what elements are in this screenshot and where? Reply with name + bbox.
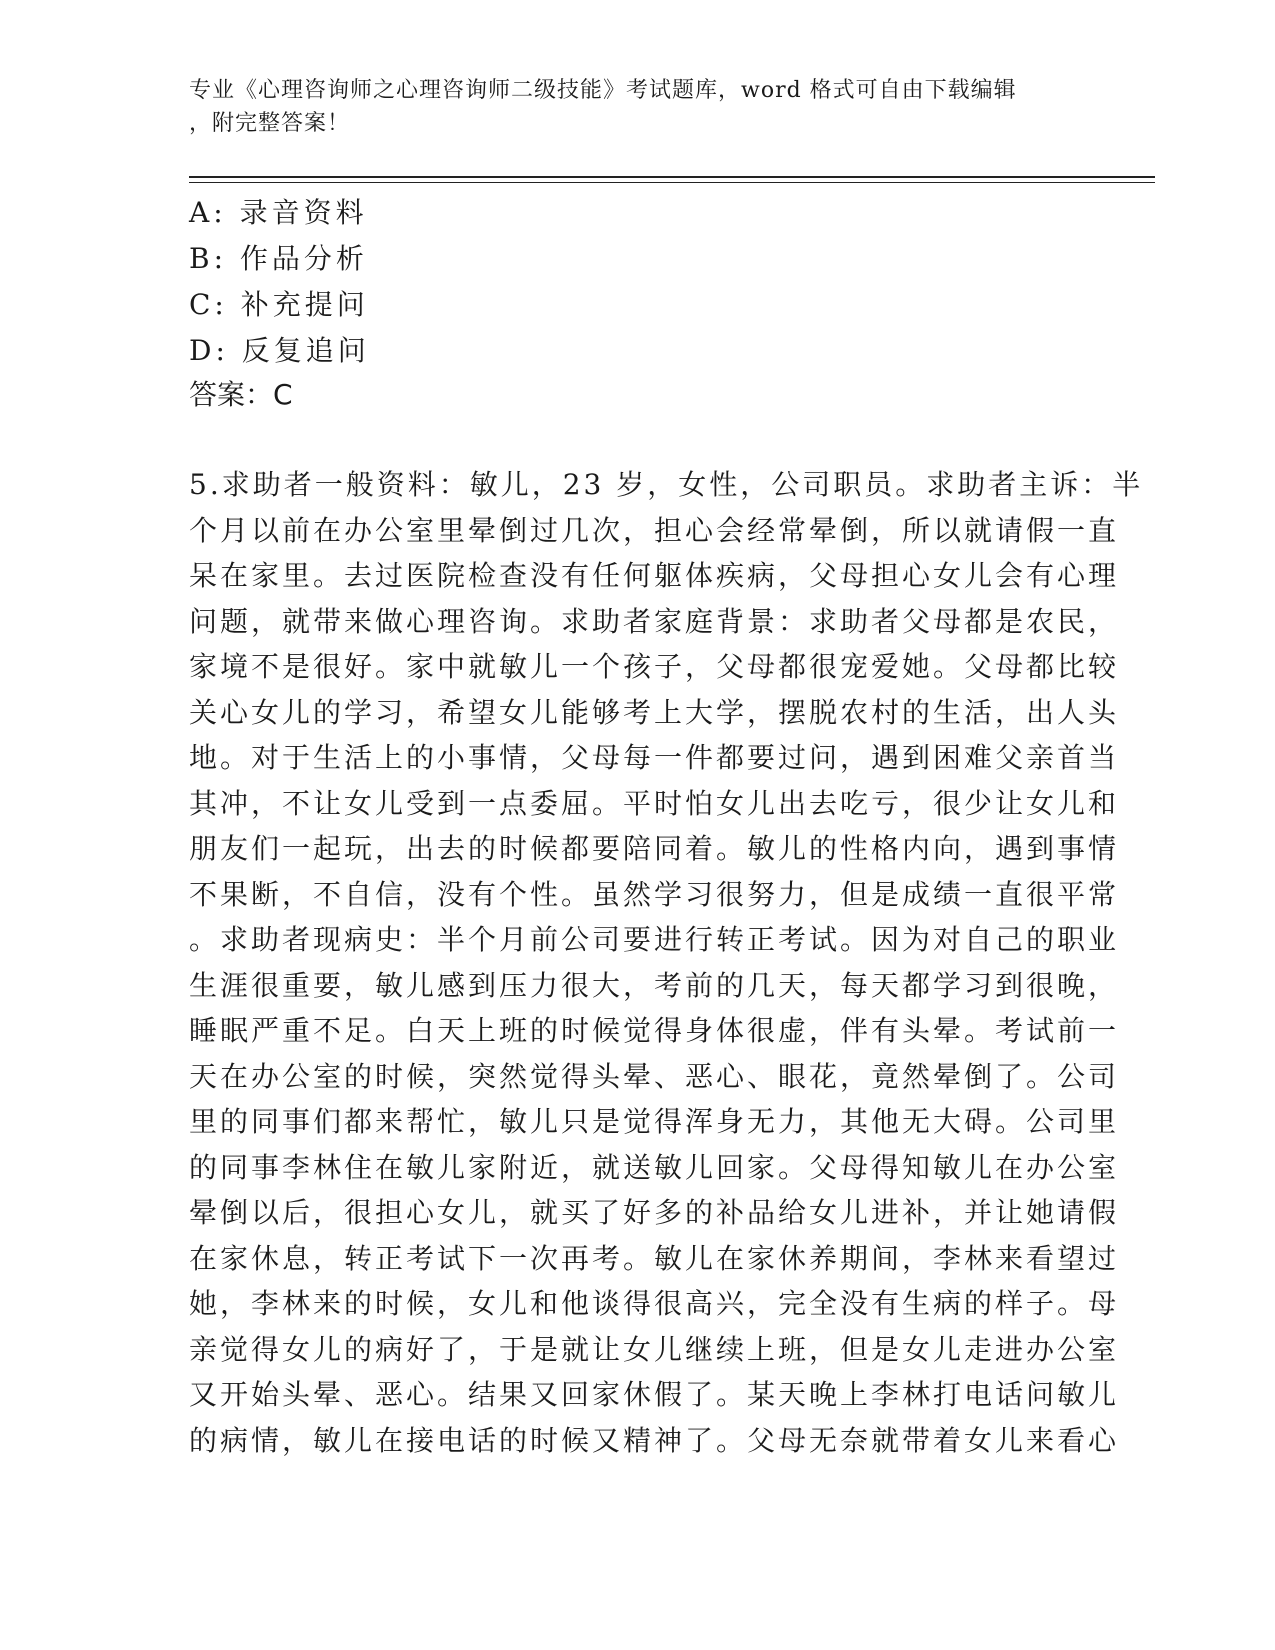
question-line: 5.求助者一般资料：敏儿，23 岁，女性，公司职员。求助者主诉：半 — [189, 468, 1144, 501]
question-line: 她，李林来的时候，女儿和他谈得很高兴，完全没有生病的样子。母 — [189, 1287, 1120, 1320]
option-a — [189, 190, 370, 236]
question-line: 朋友们一起玩，出去的时候都要陪同着。敏儿的性格内向，遇到事情 — [189, 832, 1120, 865]
header-rule-thick — [189, 176, 1155, 178]
question-line: 的病情，敏儿在接电话的时候又精神了。父母无奈就带着女儿来看心 — [189, 1423, 1120, 1457]
option-a-text: 录音资料 — [239, 196, 368, 229]
question-line: 其冲，不让女儿受到一点委屈。平时怕女儿出去吃亏，很少让女儿和 — [189, 786, 1120, 820]
option-d-letter: D: — [189, 334, 229, 367]
option-c — [189, 282, 370, 328]
question-line: 天在办公室的时候，突然觉得头晕、恶心、眼花，竟然晕倒了。公司 — [189, 1059, 1120, 1093]
question-line: 关心女儿的学习，希望女儿能够考上大学，摆脱农村的生活，出人头 — [189, 695, 1120, 729]
question-line: 地。对于生活上的小事情，父母每一件都要过问，遇到困难父亲首当 — [189, 741, 1120, 774]
question-line: 家境不是很好。家中就敏儿一个孩子，父母都很宠爱她。父母都比较 — [189, 650, 1120, 683]
question-line: 里的同事们都来帮忙，敏儿只是觉得浑身无力，其他无大碍。公司里 — [189, 1105, 1120, 1138]
question-line: 睡眠严重不足。白天上班的时候觉得身体很虚，伴有头晕。考试前一 — [189, 1014, 1120, 1047]
option-b — [189, 236, 370, 282]
answer-options — [189, 190, 370, 374]
document-header: 专业《心理咨询师之心理咨询师二级技能》考试题库，word 格式可自由下载编辑 ，附完整答案！ — [189, 78, 1017, 136]
question-line: 。求助者现病史：半个月前公司要进行转正考试。因为对自己的职业 — [189, 923, 1120, 956]
option-b-text: 作品分析 — [239, 242, 368, 275]
question-line: 生涯很重要，敏儿感到压力很大，考前的几天，每天都学习到很晚， — [189, 968, 1120, 1002]
header-rule-thin — [189, 182, 1155, 183]
question-5-body — [189, 462, 1144, 1463]
question-line: 晕倒以后，很担心女儿，就买了好多的补品给女儿进补，并让她请假 — [189, 1196, 1120, 1229]
question-line: 不果断，不自信，没有个性。虽然学习很努力，但是成绩一直很平常 — [189, 877, 1120, 911]
answer-line: 答案：C — [189, 378, 293, 411]
question-line: 又开始头晕、恶心。结果又回家休假了。某天晚上李林打电话问敏儿 — [189, 1378, 1120, 1411]
question-line: 问题，就带来做心理咨询。求助者家庭背景：求助者父母都是农民， — [189, 604, 1120, 638]
option-d — [189, 328, 370, 374]
option-d-text: 反复追问 — [241, 334, 370, 367]
option-c-text: 补充提问 — [240, 288, 369, 321]
question-line: 在家休息，转正考试下一次再考。敏儿在家休养期间，李林来看望过 — [189, 1241, 1120, 1275]
question-line: 的同事李林住在敏儿家附近，就送敏儿回家。父母得知敏儿在办公室 — [189, 1150, 1120, 1184]
question-line: 个月以前在办公室里晕倒过几次，担心会经常晕倒，所以就请假一直 — [189, 513, 1120, 547]
option-b-letter: B: — [189, 242, 228, 275]
option-c-letter: C: — [189, 288, 228, 321]
question-line: 呆在家里。去过医院检查没有任何躯体疾病，父母担心女儿会有心理 — [189, 559, 1120, 592]
option-a-letter: A: — [189, 196, 227, 229]
question-line: 亲觉得女儿的病好了，于是就让女儿继续上班，但是女儿走进办公室 — [189, 1332, 1120, 1366]
